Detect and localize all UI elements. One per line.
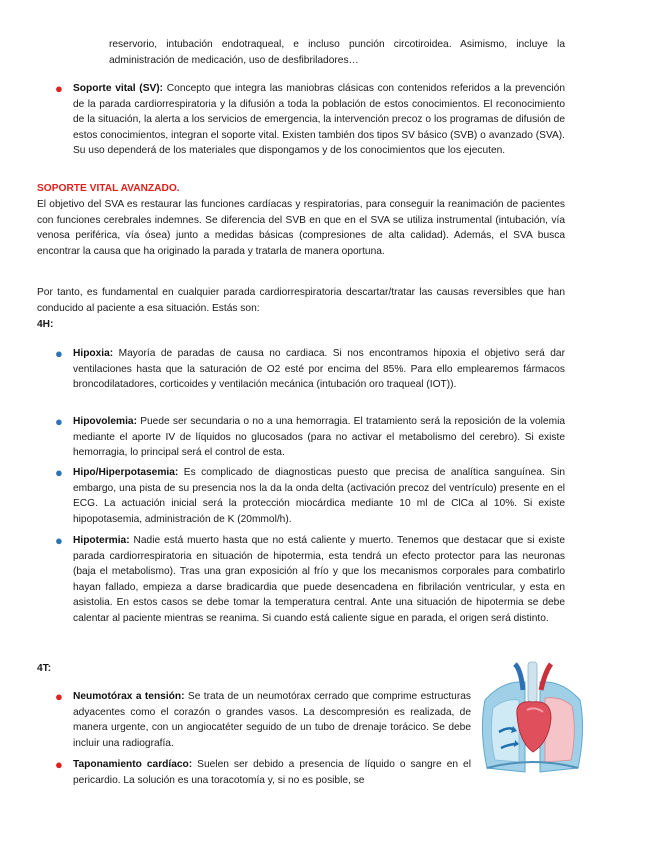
definition: Puede ser secundaria o no a una hemorragia. El tratamiento será la reposición de la volemia mediante el aporte IV de líquidos no glucosados (para no activar el metabolismo del cerebro). Si existe hemorragia, lo principal será el control de esta. [73, 416, 565, 459]
definition: Concepto que integra las maniobras clásicas con contenidos referidos a la prevención de la parada cardiorrespiratoria y la difusión a toda la población de estos conocimientos. El reconocimiento de la situación, la alerta a los servicios de emergencia, la intervención precoz o los programas de difusión de estos conocimientos, integran el soporte vital. Existen también dos tipos SV básico (SVB) o avanzado (SVA). Su uso dependerá de los materiales que dispongamos y de los conocimientos que los ejecuten. [73, 83, 565, 157]
definition: Es complicado de diagnosticas puesto que precisa de analítica sanguínea. Sin embargo, una pista de su presencia nos la da la onda delta (activación precoz del ventrículo) presente en el ECG. La actuación inicial será la protección miocárdica mediante 10 ml de ClCa al 10%. Si existe hipopotasemia, administración de K (20mmol/h). [73, 467, 565, 525]
intro-continuation: reservorio, intubación endotraqueal, e incluso punción circotiroidea. Asimismo, incluye la administración de medicación, uso de desfibriladores… [109, 39, 565, 66]
list-item-hipo-hiperpotasemia [55, 465, 565, 527]
term: Soporte vital (SV): [73, 83, 164, 94]
definition: Se trata de un neumotórax cerrado que comprime estructuras adyacentes como el corazón o grandes vasos. La descompresión es realizada, de manera urgente, con un angiocatéter seguido de un tubo de drenaje torácico. Se debe incluir una radiografía. [73, 691, 471, 749]
pneumothorax-illustration [475, 660, 590, 778]
definition: Nadie está muerto hasta que no está caliente y muerto. Tenemos que destacar que si existe parada cardiorrespiratoria en situación de hipotermia, esta tendrá un efecto protector para las neuronas (baja el metabolismo). Tras una gran exposición al frío y que los mecanismos corporales para combatirlo hayan fallado, empieza a darse bradicardia que puede desencadena en fibrilación ventricular, y esta en asistolia. En estos casos se debe tomar la temperatura central. Ante una situación de hipotermia se debe calentar al paciente mientras se reanima. Si cuando está caliente sigue en parada, el origen será distinto. [73, 535, 565, 624]
term: Hipo/Hiperpotasemia: [73, 467, 179, 478]
list-item-neumotorax [55, 689, 471, 751]
term: Hipotermia: [73, 535, 130, 546]
subheading-4t: 4T: [37, 663, 52, 674]
bullet-dot: ● [55, 346, 63, 361]
bullet-dot: ● [55, 689, 63, 704]
term: Hipoxia: [73, 348, 114, 359]
list-item-soporte-vital [55, 81, 565, 159]
list-item-hipoxia [55, 346, 565, 393]
definition: Mayoría de paradas de causa no cardiaca. Si nos encontramos hipoxia el objetivo será dar ventilaciones hasta que la saturación de O2 esté por encima del 85%. Para ello emplearemos fármacos broncodilatadores, corticoides y ventilación mecánica (intubación oro traqueal (IOT)). [73, 348, 565, 391]
term: Taponamiento cardíaco: [73, 759, 193, 770]
list-item-hipovolemia [55, 414, 565, 461]
term: Neumotórax a tensión: [73, 691, 185, 702]
sva-paragraph-2: Por tanto, es fundamental en cualquier parada cardiorrespiratoria descartar/tratar las causas reversibles que han conducido al paciente a esa situación. Estás son: [37, 287, 565, 314]
subheading-4h: 4H: [37, 319, 54, 330]
list-item-hipotermia [55, 533, 565, 627]
bullet-dot: ● [55, 81, 63, 96]
bullet-dot: ● [55, 465, 63, 480]
bullet-dot: ● [55, 757, 63, 772]
bullet-dot: ● [55, 414, 63, 429]
list-item-taponamiento [55, 757, 471, 788]
term: Hipovolemia: [73, 416, 137, 427]
definition: Suelen ser debido a presencia de líquido o sangre en el pericardio. La solución es una toracotomía y, si no es posible, se [73, 759, 471, 786]
sva-paragraph-1: El objetivo del SVA es restaurar las funciones cardíacas y respiratorias, para conseguir la reanimación de pacientes con funciones cerebrales indemnes. Se diferencia del SVB en que en el SVA se utiliza instrumental (intubación, vía venosa periférica, vía ósea) junto a medidas básicas (compresiones de alta calidad). Además, el SVA busca encontrar la causa que ha originado la parada y tratarla de manera oportuna. [37, 199, 565, 257]
bullet-dot: ● [55, 533, 63, 548]
section-heading-sva: SOPORTE VITAL AVANZADO. [37, 183, 180, 194]
